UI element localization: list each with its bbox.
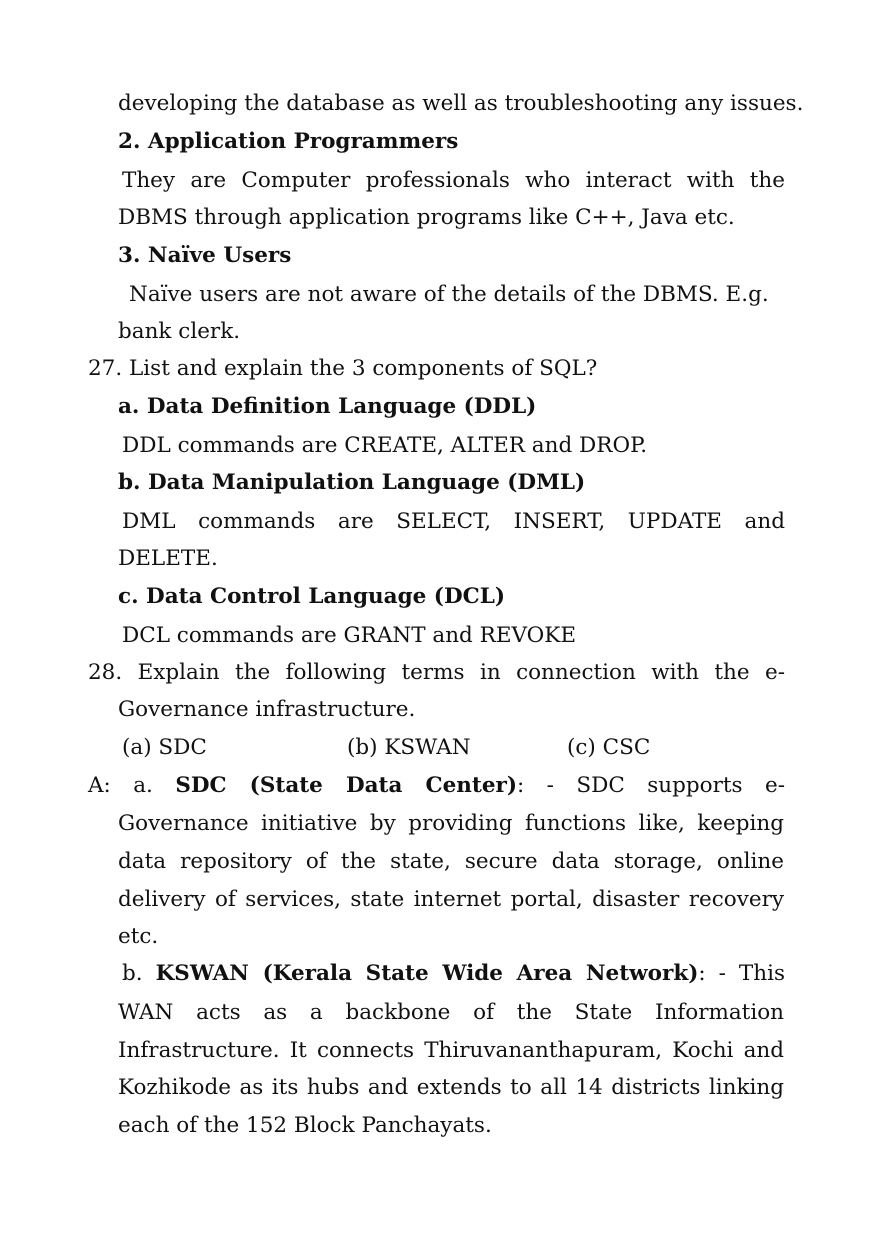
answer-kswan-line2: Infrastructure. It connects Thiruvananthapuram, Kochi and	[118, 1038, 784, 1063]
app-programmers-body-line1: They are Computer professionals who interact with the	[122, 168, 785, 193]
question-28-line2: Governance infrastructure.	[118, 697, 416, 722]
answer-sdc-label: a.	[133, 773, 153, 798]
option-sdc: (a) SDC	[122, 735, 207, 760]
heading-ddl: a. Data Definition Language (DDL)	[118, 394, 537, 419]
dml-body-line2: DELETE.	[118, 546, 218, 571]
answer-kswan-first-line	[122, 960, 785, 988]
answer-sdc-first-line	[88, 772, 785, 800]
answer-kswan-line1: WAN acts as a backbone of the State Information	[118, 1000, 784, 1025]
dcl-body: DCL commands are GRANT and REVOKE	[122, 623, 577, 648]
answer-sdc-line3: delivery of services, state internet portal, disaster recovery	[118, 887, 784, 912]
question-28-line1: 28. Explain the following terms in connection with the e-	[88, 660, 785, 685]
option-kswan: (b) KSWAN	[347, 735, 471, 760]
answer-prefix: A:	[88, 773, 111, 798]
answer-sdc-line4: etc.	[118, 924, 159, 949]
answer-kswan-lead: : - This	[698, 961, 786, 986]
naive-users-body-line1: Naïve users are not aware of the details of the DBMS. E.g.	[129, 282, 769, 307]
question-27: 27. List and explain the 3 components of SQL?	[88, 356, 598, 381]
carryover-text: developing the database as well as troubleshooting any issues.	[118, 91, 804, 116]
answer-sdc-lead: : - SDC supports e-	[517, 773, 785, 798]
answer-kswan-term: KSWAN (Kerala State Wide Area Network)	[155, 961, 699, 986]
heading-dcl: c. Data Control Language (DCL)	[118, 584, 506, 609]
heading-dml: b. Data Manipulation Language (DML)	[118, 470, 586, 495]
ddl-body: DDL commands are CREATE, ALTER and DROP.	[122, 433, 648, 458]
answer-kswan-line4: each of the 152 Block Panchayats.	[118, 1113, 492, 1138]
option-csc: (c) CSC	[567, 735, 651, 760]
naive-users-body-line2: bank clerk.	[118, 319, 241, 344]
answer-kswan-label: b.	[122, 961, 143, 986]
answer-sdc-line2: data repository of the state, secure data storage, online	[118, 849, 784, 874]
heading-application-programmers: 2. Application Programmers	[118, 129, 459, 154]
app-programmers-body-line2: DBMS through application programs like C++, Java etc.	[118, 205, 735, 230]
answer-kswan-line3: Kozhikode as its hubs and extends to all 14 districts linking	[118, 1075, 784, 1100]
dml-body-line1: DML commands are SELECT, INSERT, UPDATE and	[122, 509, 785, 534]
answer-sdc-term: SDC (State Data Center)	[175, 773, 517, 798]
heading-naive-users: 3. Naïve Users	[118, 243, 292, 268]
answer-sdc-line1: Governance initiative by providing functions like, keeping	[118, 811, 784, 836]
